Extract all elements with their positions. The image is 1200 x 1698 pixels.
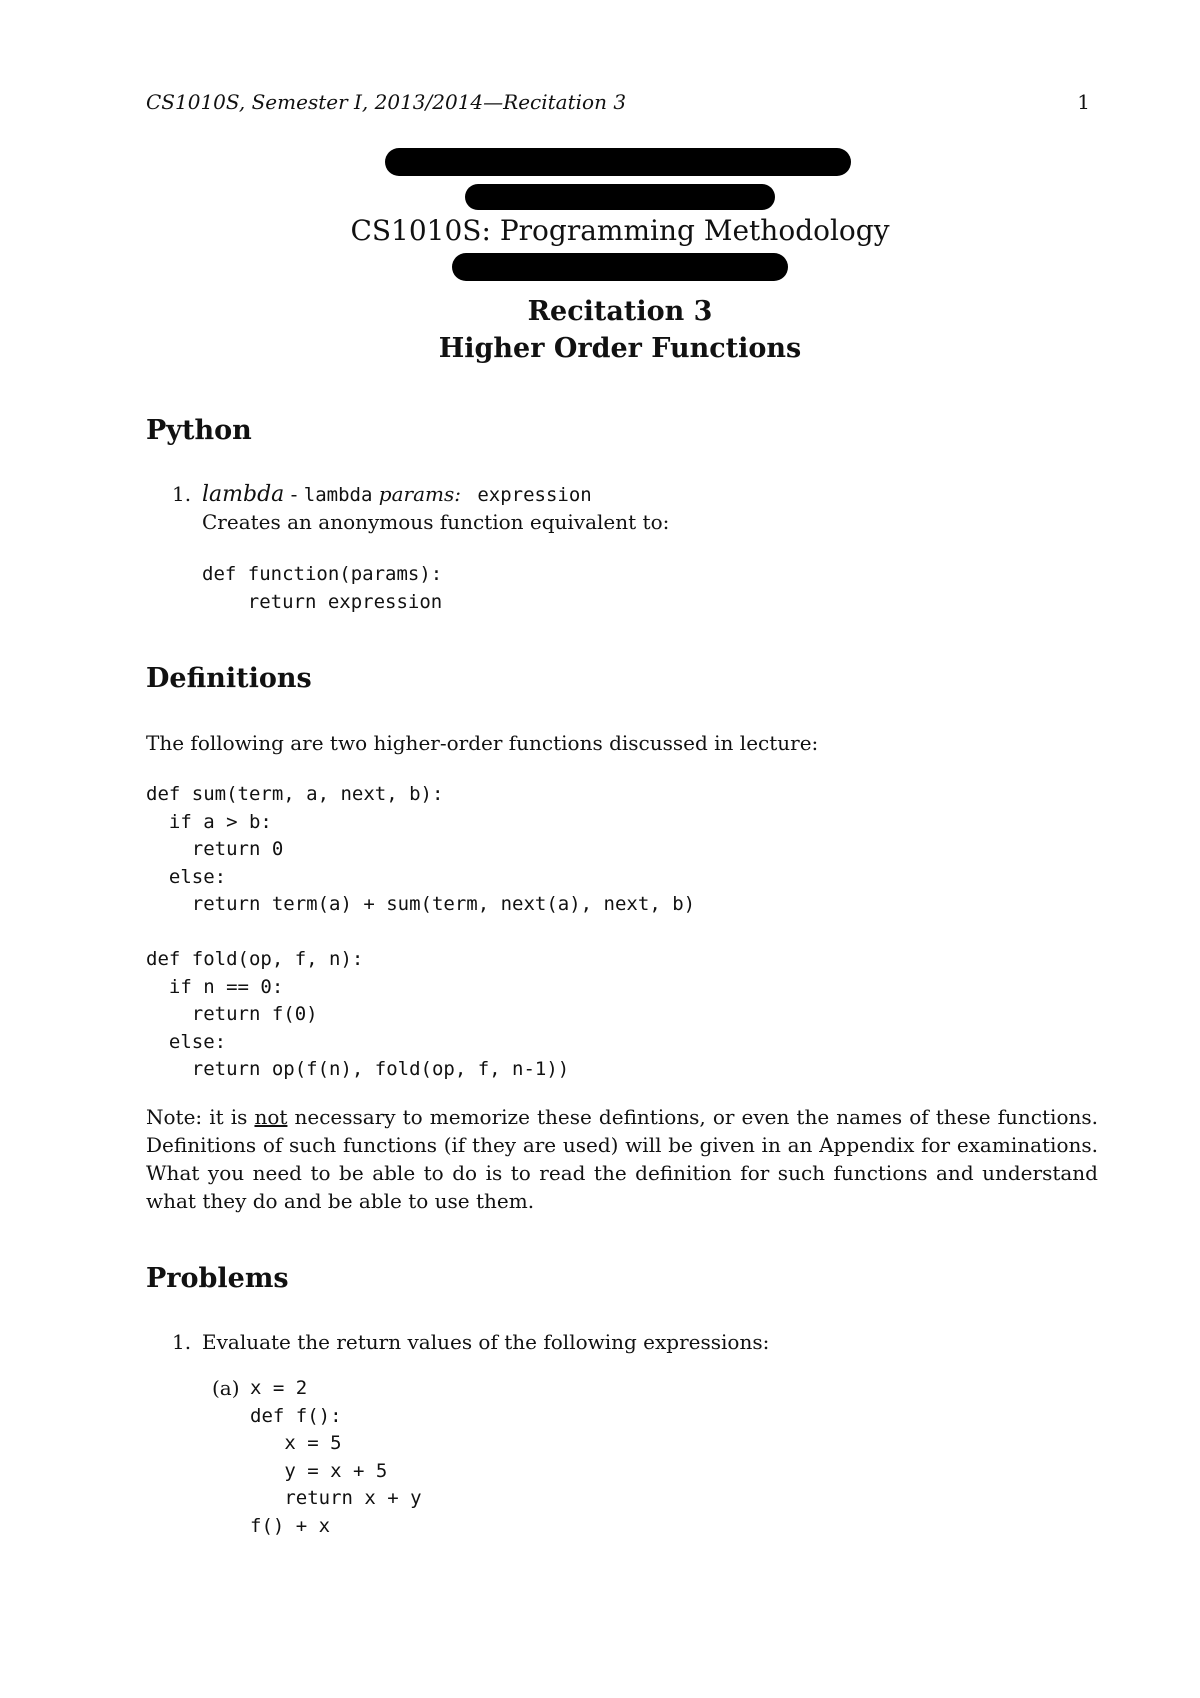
python-item-number: 1. — [172, 482, 192, 506]
running-header: CS1010S, Semester I, 2013/2014—Recitation 3 — [146, 90, 627, 114]
recitation-title: Recitation 3 — [527, 296, 713, 327]
redaction-bar — [465, 184, 775, 210]
lambda-expression: expression — [477, 484, 592, 506]
lambda-syntax-line — [202, 480, 592, 509]
note-rest: necessary to memorize these defintions, or even the names of these functions. Definitions of such functions (if they are used) will be given in an Appendix for examinations. What you need to be able to do is to read the definition for such functions and understand what they do and be able to use them. — [146, 1105, 1098, 1213]
lambda-params: params: — [378, 482, 461, 506]
code-sum: def sum(term, a, next, b): if a > b: return 0 else: return term(a) + sum(term, next(a), next, b) — [146, 783, 696, 915]
section-heading-python: Python — [146, 415, 252, 446]
topic-title: Higher Order Functions — [438, 333, 802, 364]
problem-item-number: 1. — [172, 1330, 192, 1354]
note-emphasis: not — [254, 1105, 288, 1129]
redaction-bar — [385, 148, 851, 176]
note-prefix: Note: it is — [146, 1105, 255, 1129]
lambda-equivalent-code: def function(params): return expression — [202, 563, 443, 613]
section-heading-definitions: Definitions — [146, 663, 312, 694]
redaction-bar — [452, 253, 788, 281]
problem-sub-code: x = 2 def f(): x = 5 y = x + 5 return x + y f() + x — [250, 1377, 422, 1537]
problem-sub-label: (a) — [212, 1376, 240, 1400]
lambda-keyword: lambda — [303, 484, 373, 506]
code-fold: def fold(op, f, n): if n == 0: return f(0) else: return op(f(n), fold(op, f, n-1)) — [146, 948, 570, 1080]
lambda-dash: - — [284, 482, 304, 506]
course-title: CS1010S: Programming Methodology — [350, 214, 890, 247]
lambda-description: Creates an anonymous function equivalent to: — [202, 510, 670, 534]
page-number: 1 — [1077, 90, 1090, 114]
section-heading-problems: Problems — [146, 1263, 289, 1294]
definitions-note — [146, 1103, 1098, 1215]
lambda-name: lambda — [202, 482, 285, 507]
definitions-intro: The following are two higher-order functions discussed in lecture: — [146, 731, 819, 755]
problem-item-text: Evaluate the return values of the following expressions: — [202, 1330, 770, 1354]
